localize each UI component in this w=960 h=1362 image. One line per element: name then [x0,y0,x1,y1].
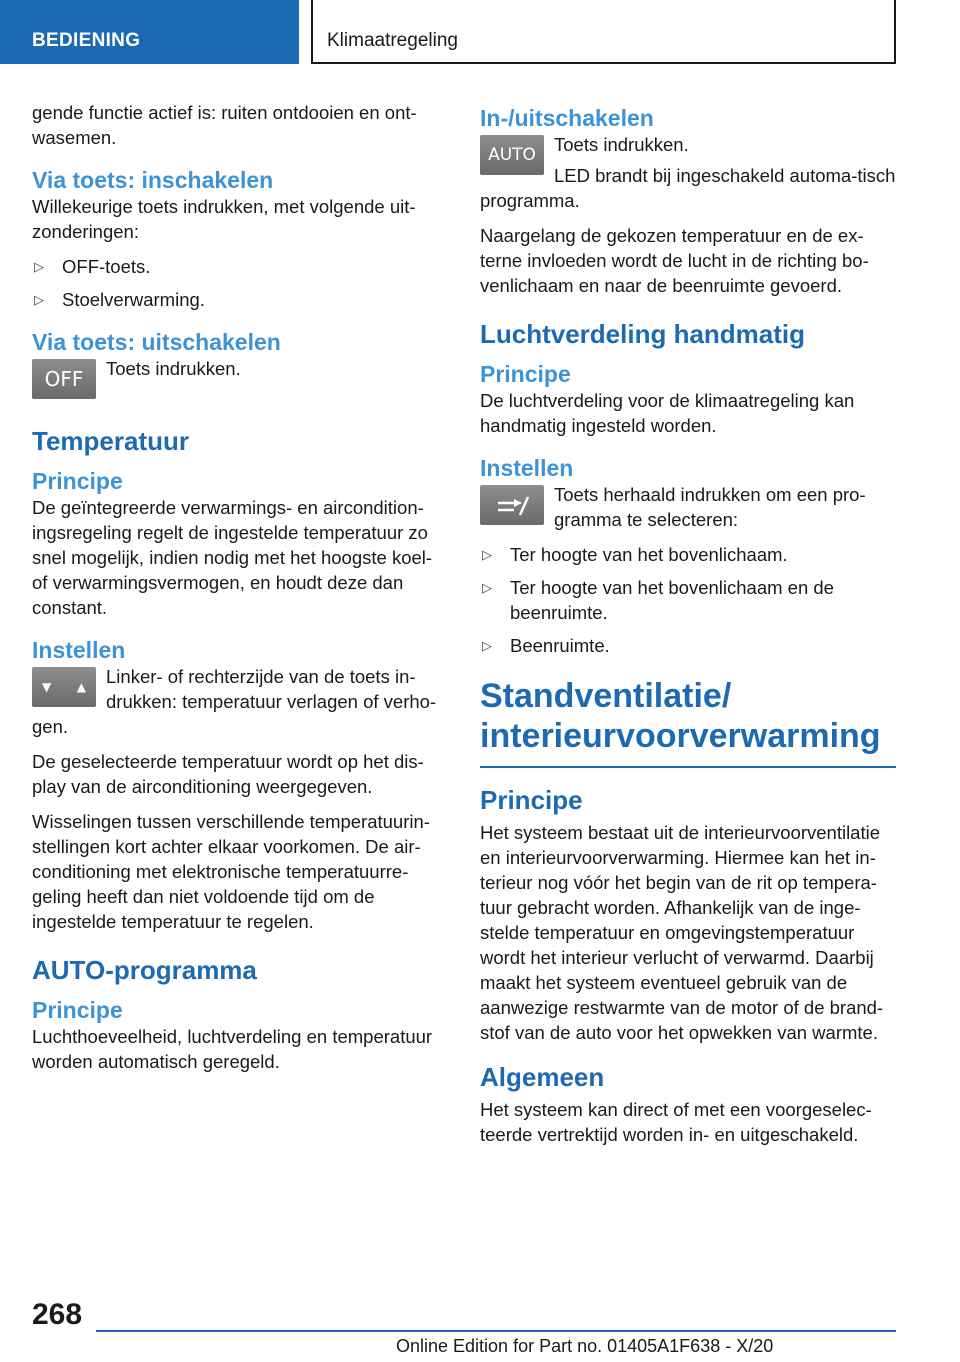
temperature-rocker-key-icon [32,667,96,707]
temp-instellen-heading: Instellen [32,637,126,663]
stand-heading-line-2: interieurvoorverwarming [480,717,881,755]
temperature-heading: Temperatuur [32,426,189,456]
list-item: ▷ Ter hoogte van het bovenlichaam. [482,544,788,565]
section-title: BEDIENING [32,30,141,51]
airflow-key-row [480,482,896,532]
triangle-bullet-icon: ▷ [482,547,492,562]
list-item: ▷ Stoelverwarming. [34,289,205,310]
triangle-bullet-icon: ▷ [482,638,492,653]
stand-heading-line-1: Standventilatie/ [480,677,732,715]
algemeen-text: Het systeem kan direct of met een voorgeselec-teerde vertrektijd worden in- en uitgeschakeld. [480,1099,872,1145]
inuit-paragraph: Naargelang de gekozen temperatuur en de ex-terne invloeden wordt de lucht in de richting bo-venlichaam en naar de beenruimte gevoerd. [480,225,869,296]
stand-principe-text: Het systeem bestaat uit de interieurvoorventilatie en interieurvoorverwarming. Hiermee kan het in-terieur nog vóór het begin van de rit op tempera-tuur gebracht worden. Afhankelijk van de inge-stelde temperatuur en omgevingstemperatuur wordt het interieur verlucht of verwarmd. Daarbij maakt het systeem eventueel gebruik van de aanwezige restwarmte van de motor of de brand-stof van de auto voor het opwekken van warmte. [480,822,884,1043]
list-item: ▷ Ter hoogte van het bovenlichaam en de beenruimte. [482,577,834,623]
heading-divider [480,766,896,768]
temp-instellen-text: Linker- of rechterzijde van de toets in-drukken: temperatuur verlagen of verho-gen. [32,666,437,737]
list-item: ▷ Beenruimte. [482,635,610,656]
auto-key-icon: AUTO [480,135,544,175]
via-on-text: Willekeurige toets indrukken, met volgende uit-zonderingen: [32,196,416,242]
triangle-bullet-icon: ▷ [482,580,492,595]
auto-principe-text: Luchthoeveelheid, luchtverdeling en temperatuur worden automatisch geregeld. [32,1026,433,1072]
lucht-principe-text: De luchtverdeling voor de klimaatregeling kan handmatig ingesteld worden. [480,390,855,436]
edition-text: Online Edition for Part no. 01405A1F638 - X/20 [396,1336,774,1356]
footer-divider [96,1330,896,1332]
temp-paragraph-1: De geselecteerde temperatuur wordt op het dis-play van de airconditioning weergegeven. [32,751,424,797]
lucht-instellen-text: Toets herhaald indrukken om een pro-gramma te selecteren: [554,484,866,530]
arrow-up-icon: ▲ [76,680,86,694]
triangle-bullet-icon: ▷ [34,259,44,274]
inuit-text-2: LED brandt bij ingeschakeld automa-tisch programma. [480,165,896,211]
algemeen-heading: Algemeen [480,1062,605,1092]
temp-paragraph-2: Wisselingen tussen verschillende temperatuurin-stellingen kort achter elkaar voorkomen. De air-conditioning met elektronische temperatuurre-geling heeft dan niet voldoende tijd om de ingestelde temperatuur te regelen. [32,811,430,932]
auto-principe-heading: Principe [32,997,123,1023]
via-off-heading: Via toets: uitschakelen [32,329,281,355]
off-key-row [32,356,448,405]
chapter-tab [311,0,896,64]
inuit-text-1: Toets indrukken. [554,134,689,155]
right-column [480,100,896,1157]
inuit-heading: In-/uitschakelen [480,105,654,131]
airflow-list [480,542,896,658]
page-number: 268 [32,1298,83,1331]
stand-heading [480,676,896,756]
air-distribution-key-icon [480,485,544,525]
stand-principe-heading: Principe [480,785,583,815]
off-key-icon: OFF [32,359,96,399]
via-off-text: Toets indrukken. [106,358,241,379]
via-on-heading: Via toets: inschakelen [32,167,274,193]
list-item: ▷ OFF-toets. [34,256,151,277]
arrow-down-icon: ▼ [42,680,52,694]
left-column [32,100,448,1084]
intro-paragraph: gende functie actief is: ruiten ontdooien en ont-wasemen. [32,102,417,148]
temp-principe-heading: Principe [32,468,123,494]
lucht-heading: Luchtverdeling handmatig [480,319,806,349]
auto-heading: AUTO-programma [32,955,257,985]
triangle-bullet-icon: ▷ [34,292,44,307]
temp-principe-text: De geïntegreerde verwarmings- en aircondition-ingsregeling regelt de ingestelde temperatuur zo snel mogelijk, indien nodig met het hoogste koel- of verwarmingsvermogen, en houdt deze dan constant. [32,497,433,618]
lucht-instellen-heading: Instellen [480,455,574,481]
lucht-principe-heading: Principe [480,361,571,387]
section-tab [0,0,299,64]
temp-key-row [32,664,448,739]
via-on-list [32,254,448,312]
auto-key-row [480,132,896,213]
chapter-title: Klimaatregeling [327,30,458,51]
